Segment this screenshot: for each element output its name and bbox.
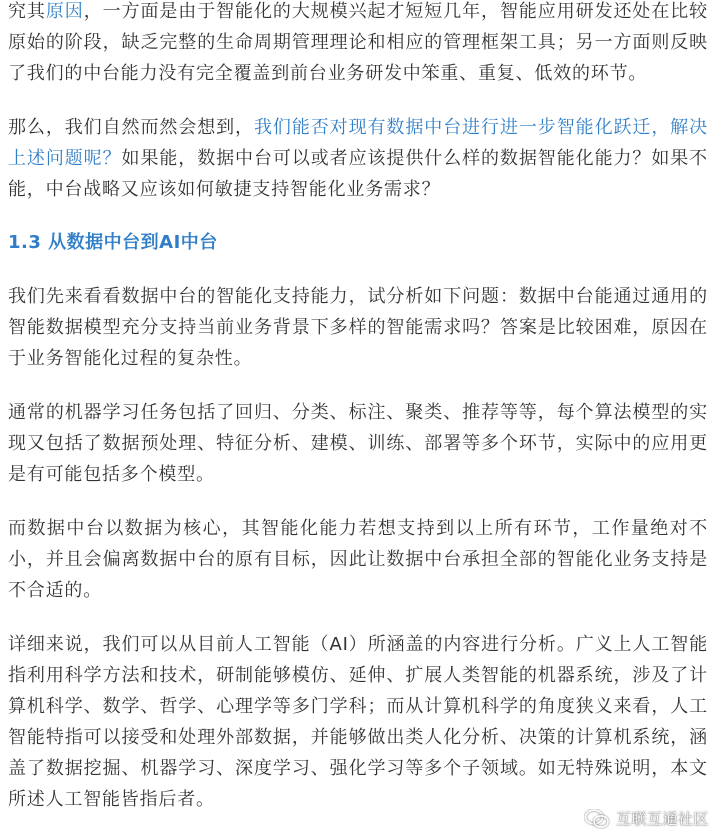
paragraph-5: 而数据中台以数据为核心，其智能化能力若想支持到以上所有环节，工作量绝对不小，并且会偏离数据中台的原有目标，因此让数据中台承担全部的智能化业务支持是不合适的。: [8, 518, 708, 601]
highlight-question: 我们能否对现有数据中台进行进一步智能化跃迁，解决上述问题呢？: [8, 117, 708, 169]
paragraph-2-text-b: 如果能，数据中台可以或者应该提供什么样的数据智能化能力？如果不能，中台战略又应该如何敏捷支持智能化业务需求？: [8, 148, 708, 200]
paragraph-2-text-a: 那么，我们自然而然会想到，: [8, 117, 254, 138]
article-body: [8, 0, 708, 815]
paragraph-4: 通常的机器学习任务包括了回归、分类、标注、聚类、推荐等等，每个算法模型的实现又包括了数据预处理、特征分析、建模、训练、部署等多个环节，实际中的应用更是有可能包括多个模型。: [8, 402, 708, 485]
paragraph-2: [8, 112, 708, 205]
watermark: [584, 808, 709, 829]
paragraph-1-text-a: 究其: [8, 1, 46, 22]
paragraph-3: 我们先来看看数据中台的智能化支持能力，试分析如下问题：数据中台能通过通用的智能数据模型充分支持当前业务背景下多样的智能需求吗？答案是比较困难，原因在于业务智能化过程的复杂性。: [8, 286, 708, 369]
link-reason[interactable]: 原因: [45, 1, 84, 22]
paragraph-6: 详细来说，我们可以从目前人工智能（AI）所涵盖的内容进行分析。广义上人工智能指利用科学方法和技术，研制能够模仿、延伸、扩展人类智能的机器系统，涉及了计算机科学、数学、哲学、心理学等多门学科；而从计算机科学的角度狭义来看，人工智能特指可以接受和处理外部数据，并能够做出类人化分析、决策的计算机系统，涵盖了数据挖掘、机器学习、深度学习、强化学习等多个子领域。如无特殊说明，本文所述人工智能皆指后者。: [8, 634, 708, 810]
paragraph-1: [8, 0, 708, 89]
paragraph-1-text-b: ，一方面是由于智能化的大规模兴起才短短几年，智能应用研发还处在比较原始的阶段，缺乏完整的生命周期管理理论和相应的管理框架工具；另一方面则反映了我们的中台能力没有完全覆盖到前台业务研发中笨重、重复、低效的环节。: [8, 1, 708, 84]
wechat-icon: [584, 809, 610, 829]
watermark-text: 互联互通社区: [615, 810, 709, 828]
section-heading: 1.3 从数据中台到AI中台: [8, 232, 218, 253]
